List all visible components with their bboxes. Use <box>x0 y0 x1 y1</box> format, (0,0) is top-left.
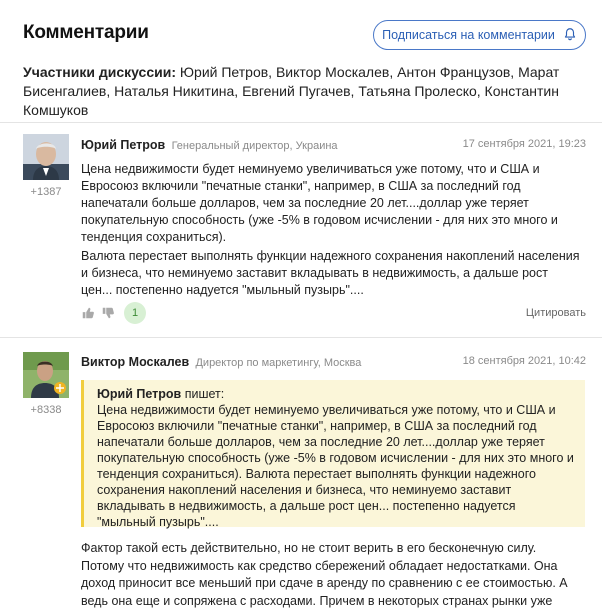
comment-text: Фактор такой есть действительно, но не стоит верить в его бесконечную силу. Потому что недвижимость как средство сбережений обладает недостатками. Она доход приносит все меньший при сдаче в аренду по сравнению с ее стоимостью. А ведь она еще и сопряжена с расходами. Причем в некоторых странах рынки уже <box>81 541 568 608</box>
comment-author-role: Генеральный директор, Украина <box>171 140 338 152</box>
comment-actions <box>81 304 586 324</box>
subscribe-label: Подписаться на комментарии <box>382 28 555 42</box>
quote-author: Юрий Петров <box>97 387 182 401</box>
comments-header <box>23 20 586 52</box>
comment-meta <box>81 355 586 371</box>
avatar[interactable] <box>23 352 69 398</box>
comment-author[interactable]: Юрий Петров <box>81 138 166 152</box>
bell-icon <box>563 27 577 44</box>
subscribe-comments-button[interactable] <box>373 20 586 50</box>
comment-author-role: Директор по маркетингу, Москва <box>195 357 362 369</box>
avatar[interactable] <box>23 134 69 180</box>
quote-text: Цена недвижимости будет неминуемо увеличиваться уже потому, что и США и Евросоюз включили "печатные станки", например, в США за последний год напечатали больше долларов, чем за последние 20 лет....доллар уже теряет покупательную способность (уже -5% в годовом исчислении - для них это много и тенденция сохраниться). Валюта перестает выполнять функции надежного сохранения накоплений населения и бизнеса, что неминуемо заставит вкладывать в недвижимость, а дальше рост цен... постепенно надуется "мыльный пузырь".... <box>97 403 574 529</box>
comment-date: 18 сентября 2021, 10:42 <box>462 355 586 367</box>
thumbs-up-icon[interactable] <box>81 306 95 320</box>
divider <box>0 337 602 338</box>
divider <box>0 122 602 123</box>
likes-count-badge: 1 <box>124 302 146 324</box>
comment-rating: +1387 <box>30 186 62 198</box>
quote-link[interactable]: Цитировать <box>525 307 586 319</box>
comment-meta <box>81 138 586 154</box>
comment-rating: +8338 <box>30 404 62 416</box>
quote-says: пишет: <box>184 387 225 401</box>
participants-label: Участники дискуссии: <box>23 64 177 80</box>
discussion-participants <box>23 63 588 120</box>
comment-date: 17 сентября 2021, 19:23 <box>462 138 586 150</box>
comment-text: Валюта перестает выполнять функции надежного сохранения накоплений населения и бизнеса, что неминуемо заставит вкладывать в недвижимость, а дальше рост цен... постепенно надуется "мыльный пузырь".... <box>81 249 580 297</box>
participants-names: Юрий Петров, Виктор Москалев, Антон Французов, Марат Бисенгалиев, Наталья Никитина, Евгений Пугачев, Татьяна Пролеско, Константин Комшуков <box>23 64 560 118</box>
page-title: Комментарии <box>23 22 149 43</box>
quote-block <box>81 380 585 527</box>
thumbs-down-icon[interactable] <box>101 306 115 320</box>
comment-text: Цена недвижимости будет неминуемо увеличиваться уже потому, что и США и Евросоюз включили "печатные станки", например, в США за последний год напечатали больше долларов, чем за последние 20 лет....доллар уже теряет покупательную способность (уже -5% в годовом исчислении - для них это много и тенденция сохраниться). <box>81 162 558 244</box>
comment-author[interactable]: Виктор Москалев <box>81 355 190 369</box>
